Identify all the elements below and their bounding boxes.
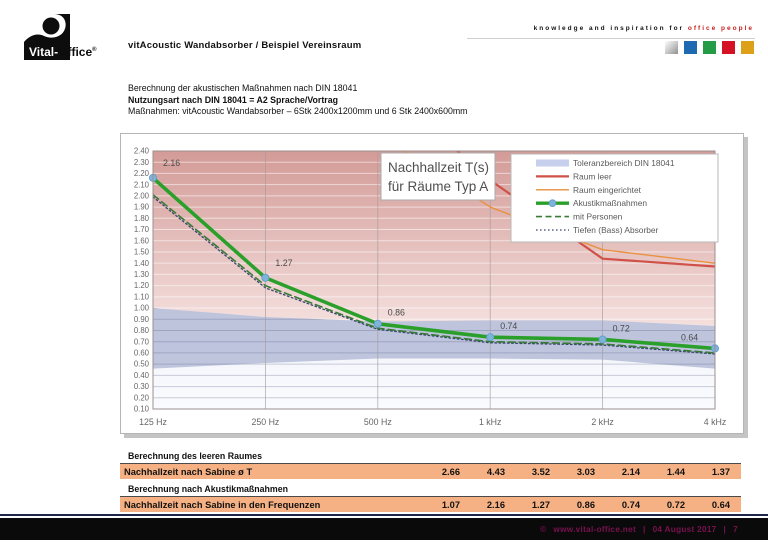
legend-item-1	[536, 158, 675, 168]
data-label: 0.72	[612, 323, 630, 334]
table-cell: 2.14	[621, 466, 640, 477]
table-row-sabine-avg	[120, 463, 741, 479]
footer-rule	[0, 514, 768, 516]
svg-text:1.20: 1.20	[133, 281, 149, 291]
chart-title-line2: für Räume Typ A	[388, 179, 489, 194]
data-label: 0.86	[387, 307, 405, 318]
legend-label: mit Personen	[573, 211, 623, 222]
chart-title-line1: Nachhallzeit T(s)	[388, 160, 490, 175]
intro-line-1: Berechnung der akustischen Maßnahmen nach DIN 18041	[128, 83, 358, 93]
footer-date: 04 August 2017	[652, 524, 717, 534]
svg-text:0.30: 0.30	[133, 382, 149, 392]
data-label: 0.64	[681, 332, 699, 343]
table-row-sabine-frequencies	[120, 496, 741, 512]
table-cell: 1.07	[441, 499, 460, 510]
svg-text:0.90: 0.90	[133, 314, 149, 324]
svg-text:0.60: 0.60	[133, 348, 149, 358]
table-row-label: Nachhallzeit nach Sabine in den Frequenzen	[124, 499, 321, 510]
copyright-symbol: ©	[540, 524, 547, 534]
table-cell: 3.03	[576, 466, 595, 477]
svg-text:1.90: 1.90	[133, 202, 149, 212]
svg-text:1.10: 1.10	[133, 292, 149, 302]
y-axis-labels	[134, 147, 150, 414]
tagline-black: knowledge and inspiration for	[533, 25, 685, 32]
legend-label: Akustikmaßnahmen	[573, 198, 648, 209]
tagline-red: office people	[687, 25, 754, 32]
intro-text	[128, 83, 468, 118]
footer-separator: |	[723, 524, 727, 534]
legend-label: Raum leer	[573, 171, 612, 182]
tagline	[534, 25, 754, 32]
data-label: 1.27	[275, 257, 293, 268]
green-square	[703, 41, 716, 54]
blue-square	[684, 41, 697, 54]
data-label: 2.16	[163, 157, 181, 168]
legend-label: Toleranzbereich DIN 18041	[573, 158, 675, 168]
svg-text:0.50: 0.50	[133, 359, 149, 369]
table-heading-measures: Berechnung nach Akustikmaßnahmen	[128, 484, 289, 494]
footer-page-number: 7	[733, 524, 738, 534]
gold-square	[741, 41, 754, 54]
table-cell: 2.66	[441, 466, 460, 477]
svg-text:1.00: 1.00	[133, 303, 149, 313]
table-cell: 1.44	[666, 466, 685, 477]
svg-text:1.50: 1.50	[133, 247, 149, 257]
svg-text:2.10: 2.10	[133, 180, 149, 190]
table-cell: 3.52	[531, 466, 550, 477]
x-axis-labels	[139, 417, 726, 427]
table-cell: 0.74	[621, 499, 640, 510]
svg-text:0.20: 0.20	[133, 393, 149, 403]
table-cell: 4.43	[486, 466, 505, 477]
legend-item-4	[536, 198, 647, 208]
svg-text:0.80: 0.80	[133, 326, 149, 336]
footer-separator: |	[642, 524, 646, 534]
brand-squares	[665, 41, 754, 54]
table-cell: 2.16	[486, 499, 505, 510]
svg-text:1.80: 1.80	[133, 213, 149, 223]
svg-text:2.20: 2.20	[133, 169, 149, 179]
svg-text:0.10: 0.10	[133, 404, 149, 414]
chart-title-box	[381, 153, 495, 200]
legend-label: Tiefen (Bass) Absorber	[573, 225, 659, 235]
table-cell: 0.64	[711, 499, 730, 510]
table-cell: 0.86	[576, 499, 595, 510]
reverberation-chart	[120, 133, 744, 434]
svg-text:4 kHz: 4 kHz	[703, 417, 727, 427]
svg-text:1.40: 1.40	[133, 258, 149, 268]
header-rule	[467, 38, 755, 39]
logo-dot	[43, 18, 60, 35]
chart-legend	[511, 154, 718, 242]
svg-text:1 kHz: 1 kHz	[478, 417, 502, 427]
intro-line-3: Maßnahmen: vitAcoustic Wandabsorber – 6Stk 2400x1200mm und 6 Stk 2400x600mm	[128, 106, 468, 116]
table-cell: 0.72	[666, 499, 685, 510]
svg-text:0.70: 0.70	[133, 337, 149, 347]
svg-text:0.40: 0.40	[133, 370, 149, 380]
svg-text:2 kHz: 2 kHz	[591, 417, 614, 427]
footer-bar	[0, 518, 768, 540]
svg-text:2.30: 2.30	[133, 157, 149, 167]
svg-text:2.00: 2.00	[133, 191, 149, 201]
svg-text:1.30: 1.30	[133, 269, 149, 279]
footer-url[interactable]: www.vital-office.net	[553, 524, 636, 534]
svg-text:250 Hz: 250 Hz	[251, 417, 280, 427]
svg-text:500 Hz: 500 Hz	[363, 417, 392, 427]
svg-text:1.70: 1.70	[133, 225, 149, 235]
page-title: vitAcoustic Wandabsorber / Beispiel Vereinsraum	[128, 40, 362, 51]
red-square	[722, 41, 735, 54]
svg-text:125 Hz: 125 Hz	[139, 417, 167, 427]
intro-line-2: Nutzungsart nach DIN 18041 = A2 Sprache/Vortrag	[128, 94, 338, 105]
table-cell: 1.37	[711, 466, 730, 477]
silver-square	[665, 41, 678, 54]
logo-text: Vital-Office®	[29, 45, 97, 59]
legend-label: Raum eingerichtet	[573, 184, 641, 195]
table-heading-empty-room: Berechnung des leeren Raumes	[128, 451, 262, 461]
svg-text:1.60: 1.60	[133, 236, 149, 246]
result-tables	[120, 449, 741, 512]
table-row-label: Nachhallzeit nach Sabine ø T	[124, 466, 253, 477]
table-cell: 1.27	[531, 499, 550, 510]
svg-text:2.40: 2.40	[133, 146, 149, 156]
data-label: 0.74	[500, 321, 518, 332]
